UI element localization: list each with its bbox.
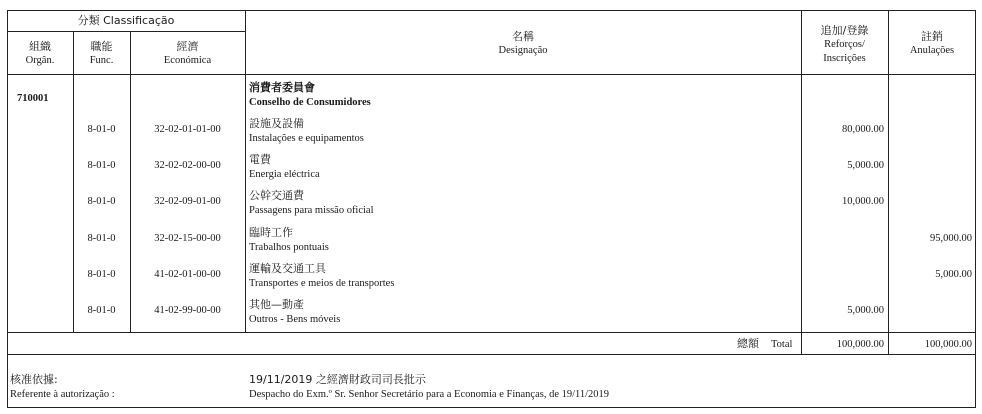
row-designation-zh: 電費 <box>249 153 271 166</box>
col-rule-1 <box>73 31 74 332</box>
row-econ-code: 41-02-99-00-00 <box>154 305 221 316</box>
budget-table <box>7 10 976 408</box>
entity-name-zh: 消費者委員會 <box>249 81 315 94</box>
row-reforcos: 5,000.00 <box>847 160 884 171</box>
organ-code: 710001 <box>17 93 49 104</box>
row-designation-zh: 臨時工作 <box>249 226 293 239</box>
col-rule-3 <box>245 10 246 332</box>
row-anulacoes: 5,000.00 <box>935 269 972 280</box>
designation-header-zh: 名稱 <box>512 30 534 43</box>
row-reforcos: 10,000.00 <box>842 196 884 207</box>
row-func: 8-01-0 <box>87 124 116 135</box>
row-designation-zh: 運輸及交通工具 <box>249 262 326 275</box>
row-func: 8-01-0 <box>87 160 116 171</box>
entity-name-pt: Conselho de Consumidores <box>249 97 371 108</box>
total-label-zh: 總額 <box>737 337 759 350</box>
row-designation-pt: Trabalhos pontuais <box>249 242 329 253</box>
row-designation-pt: Transportes e meios de transportes <box>249 278 395 289</box>
col-rule-2 <box>130 31 131 332</box>
row-anulacoes: 95,000.00 <box>930 233 972 244</box>
classification-header-rule <box>7 31 245 32</box>
econ-header-zh: 經濟 <box>176 40 199 53</box>
classification-header: 分類 Classificação <box>77 14 175 27</box>
row-designation-zh: 設施及設備 <box>249 117 304 130</box>
header-bottom-rule <box>7 74 976 75</box>
authorization-basis-pt: Referente à autorização : <box>10 389 115 400</box>
organ-header-pt: Orgân. <box>25 55 55 66</box>
anulacoes-header-zh: 註銷 <box>921 30 943 43</box>
row-reforcos: 80,000.00 <box>842 124 884 135</box>
row-designation-zh: 其他—動產 <box>249 298 304 311</box>
row-designation-pt: Instalações e equipamentos <box>249 133 364 144</box>
func-header-pt: Func. <box>89 55 114 66</box>
col-rule-5 <box>888 10 889 354</box>
row-econ-code: 32-02-02-00-00 <box>154 160 221 171</box>
designation-header-pt: Designação <box>498 45 548 56</box>
organ-header-zh: 組織 <box>29 40 51 53</box>
row-econ-code: 32-02-09-01-00 <box>154 196 221 207</box>
row-econ-code: 32-02-01-01-00 <box>154 124 221 135</box>
reforcos-header-zh: 追加/登錄 <box>820 24 869 37</box>
row-func: 8-01-0 <box>87 269 116 280</box>
total-reforcos: 100,000.00 <box>836 339 884 350</box>
row-func: 8-01-0 <box>87 233 116 244</box>
anulacoes-header-pt: Anulações <box>909 45 955 56</box>
func-header-zh: 職能 <box>90 40 113 53</box>
econ-header-pt: Económica <box>163 55 212 66</box>
approval-dispatch-pt: Despacho do Exm.º Sr. Senhor Secretário para a Economia e Finanças, de 19/11/2019 <box>249 389 610 400</box>
row-reforcos: 5,000.00 <box>847 305 884 316</box>
row-designation-pt: Passagens para missão oficial <box>249 205 374 216</box>
row-designation-pt: Energia eléctrica <box>249 169 320 180</box>
reforcos-header-pt1: Reforços/ <box>824 39 865 50</box>
body-bottom-rule <box>7 332 976 333</box>
approval-dispatch-zh: 19/11/2019 之經濟財政司司長批示 <box>249 373 426 386</box>
row-econ-code: 41-02-01-00-00 <box>154 269 221 280</box>
total-anulacoes: 100,000.00 <box>924 339 972 350</box>
row-econ-code: 32-02-15-00-00 <box>154 233 221 244</box>
total-label-pt: Total <box>771 339 793 350</box>
row-designation-zh: 公幹交通費 <box>249 189 304 202</box>
row-func: 8-01-0 <box>87 305 116 316</box>
row-func: 8-01-0 <box>87 196 116 207</box>
row-designation-pt: Outros - Bens móveis <box>249 314 341 325</box>
authorization-basis-zh: 核准依據: <box>10 373 58 386</box>
reforcos-header-pt2: Inscrições <box>823 53 866 64</box>
total-bottom-rule <box>7 354 976 355</box>
